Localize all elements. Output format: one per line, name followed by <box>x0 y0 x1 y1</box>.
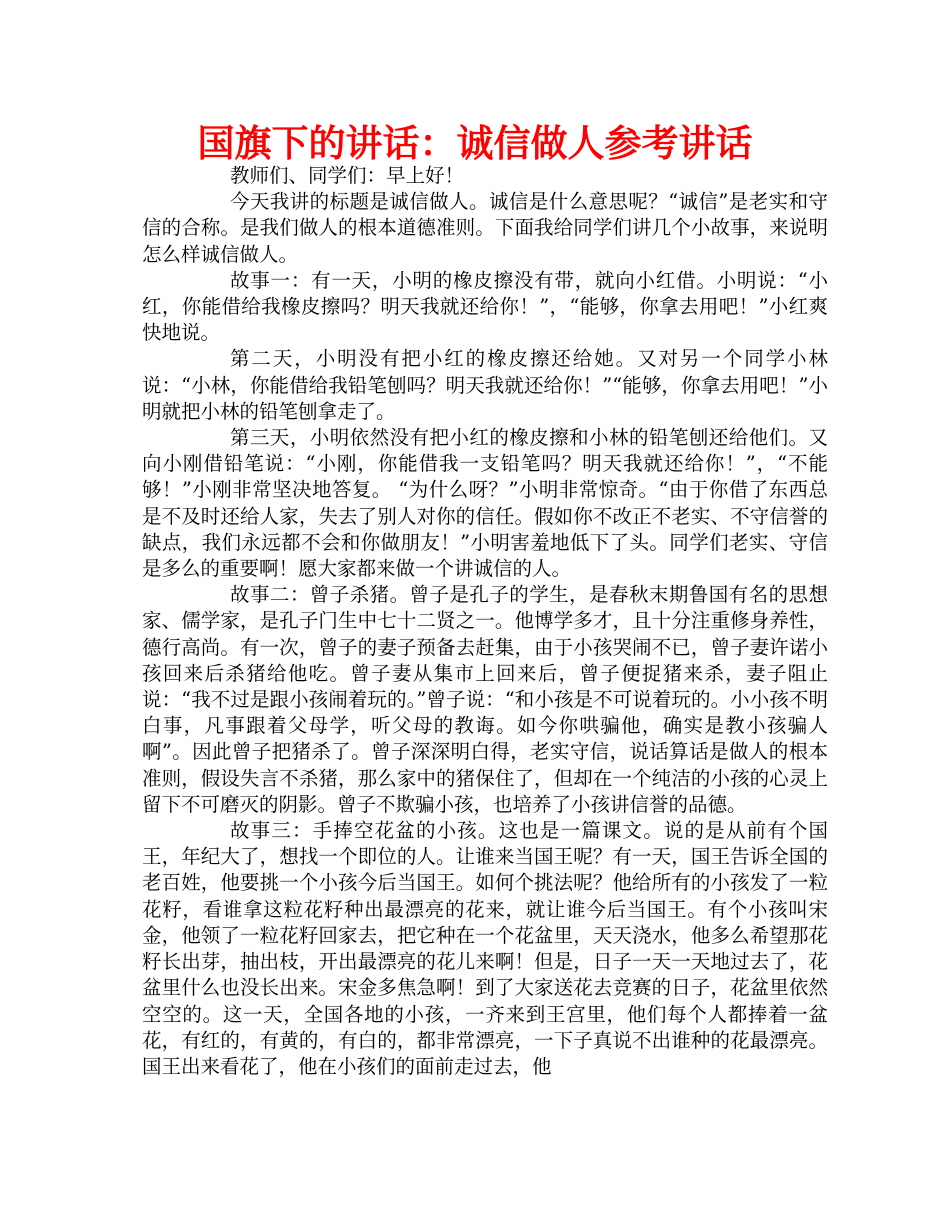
paragraph-intro: 今天我讲的标题是诚信做人。诚信是什么意思呢？“诚信”是老实和守信的合称。是我们做人的根本道德准则。下面我给同学们讲几个小故事，来说明怎么样诚信做人。 <box>142 190 828 266</box>
document-body <box>142 163 828 1080</box>
paragraph-greeting: 教师们、同学们：早上好！ <box>230 164 465 187</box>
paragraph-story-two: 故事二：曾子杀猪。曾子是孔子的学生，是春秋末期鲁国有名的思想家、儒学家，是孔子门生中七十二贤之一。他博学多才，且十分注重修身养性，德行高尚。有一次，曾子的妻子预备去赶集，由于小孩哭闹不已，曾子妻许诺小孩回来后杀猪给他吃。曾子妻从集市上回来后，曾子便捉猪来杀，妻子阻止说：“我不过是跟小孩闹着玩的。”曾子说：“和小孩是不可说着玩的。小小孩不明白事，凡事跟着父母学，听父母的教诲。如今你哄骗他，确实是教小孩骗人啊”。因此曾子把猪杀了。曾子深深明白得，老实守信，说话算话是做人的根本准则，假设失言不杀猪，那么家中的猪保住了，但却在一个纯洁的小孩的心灵上留下不可磨灭的阴影。曾子不欺骗小孩，也培养了小孩讲信誉的品德。 <box>142 583 828 816</box>
paragraph-day-three: 第三天，小明依然没有把小红的橡皮擦和小林的铅笔刨还给他们。又向小刚借铅笔说：“小刚，你能借我一支铅笔吗？明天我就还给你！”，“不能够！”小刚非常坚决地答复。 “为什么呀？”小明非常惊奇。“由于你借了东西总是不及时还给人家，失去了别人对你的信任。假如你不改正不老实、不守信誉的缺点，我们永远都不会和你做朋友！”小明害羞地低下了头。同学们老实、守信是多么的重要啊！愿大家都来做一个讲诚信的人。 <box>142 426 828 581</box>
paragraph-story-one: 故事一：有一天，小明的橡皮擦没有带，就向小红借。小明说：“小红，你能借给我橡皮擦吗？明天我就还给你！”，“能够，你拿去用吧！”小红爽快地说。 <box>142 268 828 345</box>
paragraph-day-two: 第二天，小明没有把小红的橡皮擦还给她。又对另一个同学小林说：“小林，你能借给我铅笔刨吗？明天我就还给你！”“能够，你拿去用吧！”小明就把小林的铅笔刨拿走了。 <box>142 347 828 423</box>
document-title: 国旗下的讲话：诚信做人参考讲话 <box>197 122 753 165</box>
paragraph-story-three: 故事三：手捧空花盆的小孩。这也是一篇课文。说的是从前有个国王，年纪大了，想找一个即位的人。让谁来当国王呢？有一天，国王告诉全国的老百姓，他要挑一个小孩今后当国王。如何个挑法呢？他给所有的小孩发了一粒花籽，看谁拿这粒花籽种出最漂亮的花来，就让谁今后当国王。有个小孩叫宋金，他领了一粒花籽回家去，把它种在一个花盆里，天天浇水，他多么希望那花籽长出芽，抽出枝，开出最漂亮的花儿来啊！但是，日子一天一天地过去了，花盆里什么也没长出来。宋金多焦急啊！到了大家送花去竞赛的日子，花盆里依然空空的。这一天，全国各地的小孩，一齐来到王宫里，他们每个人都捧着一盆花，有红的，有黄的，有白的，都非常漂亮，一下子真说不出谁种的花最漂亮。国王出来看花了，他在小孩们的面前走过去，他 <box>142 819 828 1078</box>
